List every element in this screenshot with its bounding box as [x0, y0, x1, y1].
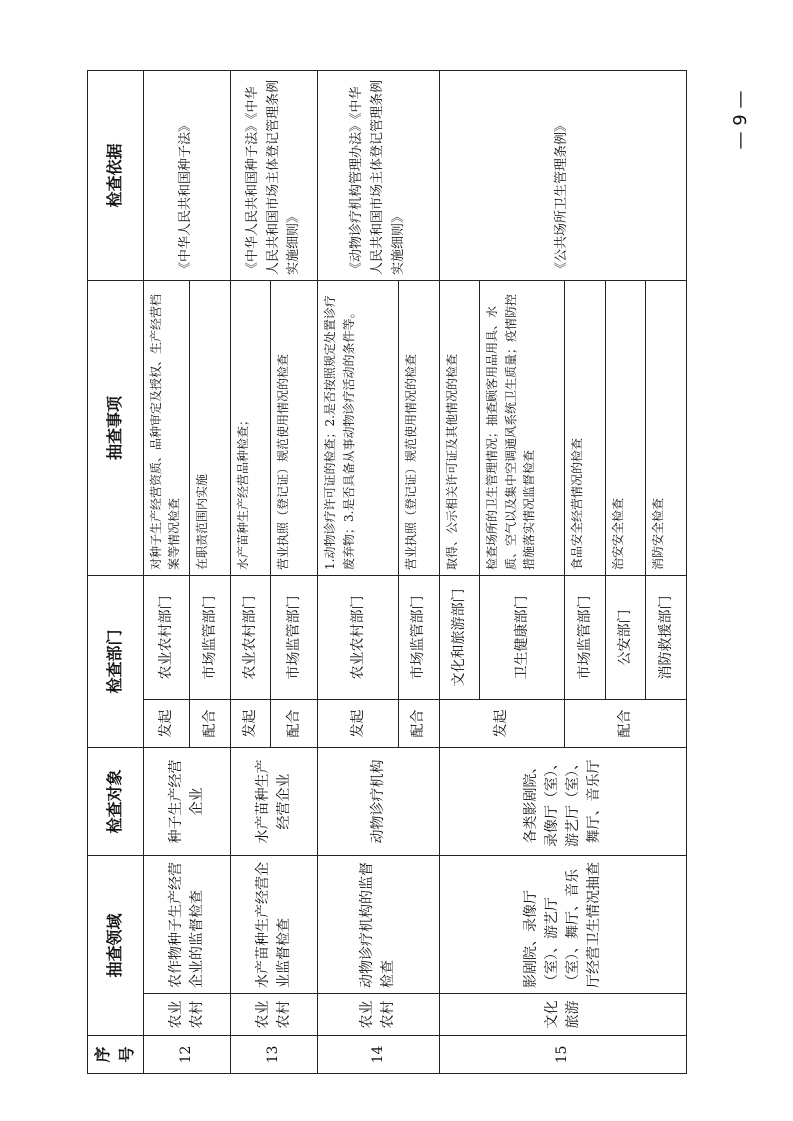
inspection-table: [87, 70, 687, 1074]
header-items: 抽查事项: [88, 280, 144, 575]
row-dept: 卫生健康部门: [480, 575, 565, 699]
table-row: [318, 70, 399, 1073]
row-dept: 市场监管部门: [565, 575, 606, 699]
table-row: [143, 70, 190, 1073]
row-basis: 《中华人民共和国种子法》: [143, 70, 230, 280]
row-object: 水产苗种生产经营企业: [230, 747, 317, 855]
row-item: 水产苗种生产经营品种检查；: [230, 280, 271, 575]
row-item: 营业执照（登记证）规范使用情况的检查: [399, 280, 440, 575]
row-sector: 文化旅游: [439, 994, 686, 1036]
header-basis: 检查依据: [88, 70, 144, 280]
row-dept: 消防救援部门: [646, 575, 687, 699]
row-item: 检查场所的卫生管理情况；抽查顾客用品用具、水质、空气以及集中空调通风系统卫生质量；疫情防控措施落实情况监督检查: [480, 280, 565, 575]
header-dept: 检查部门: [88, 575, 144, 747]
row-dept: 公安部门: [605, 575, 646, 699]
row-seq: 13: [230, 1036, 317, 1074]
row-basis: 《动物诊疗机构管理办法》《中华人民共和国市场主体登记管理条例实施细则》: [318, 70, 440, 280]
row-role: 配合: [399, 699, 440, 747]
row-item: 取得、公示相关许可证及其他情况的检查: [439, 280, 480, 575]
row-object: 种子生产经营企业: [143, 747, 230, 855]
row-role: 发起: [439, 699, 565, 747]
row-role: 发起: [318, 699, 399, 747]
row-basis: 《中华人民共和国种子法》《中华人民共和国市场主体登记管理条例实施细则》: [230, 70, 317, 280]
row-dept: 市场监管部门: [399, 575, 440, 699]
row-dept: 农业农村部门: [143, 575, 190, 699]
row-role: 配合: [271, 699, 318, 747]
header-seq: 序号: [88, 1036, 144, 1074]
table-row: [230, 70, 271, 1073]
row-dept: 文化和旅游部门: [439, 575, 480, 699]
row-area: 动物诊疗机构的监督检查: [318, 855, 440, 993]
row-item: 营业执照（登记证）规范使用情况的检查: [271, 280, 318, 575]
row-area: 农作物种子生产经营企业的监督检查: [143, 855, 230, 993]
row-area: 水产苗种生产经营企业监督检查: [230, 855, 317, 993]
row-object: 各类影剧院、录像厅（室）、游艺厅（室）、舞厅、音乐厅: [439, 747, 686, 855]
header-row: [88, 70, 144, 1073]
row-item: 食品安全经营情况的检查: [565, 280, 606, 575]
row-item: 对种子生产经营资质、品种审定及授权、生产经营档案等情况检查: [143, 280, 190, 575]
row-sector: 农业农村: [143, 994, 230, 1036]
header-area: 抽查领域: [88, 855, 144, 1035]
row-area: 影剧院、录像厅（室）、游艺厅（室）、舞厅、音乐厅经营卫生情况抽查: [439, 855, 686, 993]
row-item: 治安安全检查: [605, 280, 646, 575]
row-sector: 农业农村: [318, 994, 440, 1036]
row-seq: 15: [439, 1036, 686, 1074]
row-sector: 农业农村: [230, 994, 317, 1036]
row-dept: 农业农村部门: [230, 575, 271, 699]
header-object: 检查对象: [88, 747, 144, 855]
row-dept: 农业农村部门: [318, 575, 399, 699]
row-role: 发起: [143, 699, 190, 747]
row-item: 消防安全检查: [646, 280, 687, 575]
row-seq: 12: [143, 1036, 230, 1074]
row-item: 1.动物诊疗许可证的检查；2.是否按照规定处置诊疗废弃物；3.是否具备从事动物诊疗活动的条件等。: [318, 280, 399, 575]
page-number: — 9 —: [729, 90, 751, 150]
row-dept: 市场监管部门: [271, 575, 318, 699]
row-role: 发起: [230, 699, 271, 747]
row-dept: 市场监管部门: [190, 575, 231, 699]
row-seq: 14: [318, 1036, 440, 1074]
row-role: 配合: [190, 699, 231, 747]
row-role: 配合: [565, 699, 687, 747]
row-object: 动物诊疗机构: [318, 747, 440, 855]
rotated-page-table: [87, 71, 687, 1074]
row-item: 在职责范围内实施: [190, 280, 231, 575]
row-basis: 《公共场所卫生管理条例》: [439, 70, 686, 280]
table-row: [439, 70, 480, 1073]
